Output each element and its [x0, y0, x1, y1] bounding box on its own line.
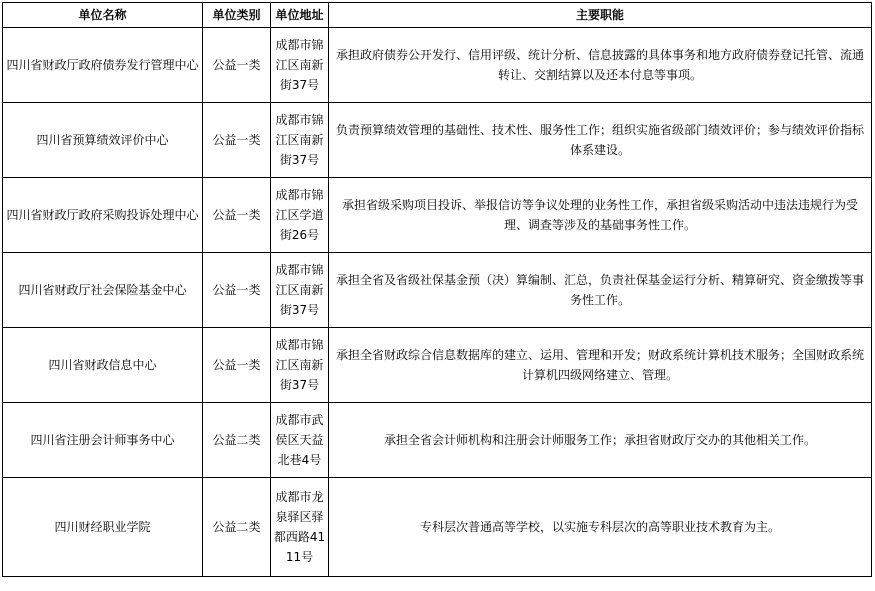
header-unit-name: 单位名称 — [3, 3, 203, 28]
unit-address-cell: 成都市锦江区南新街37号 — [271, 103, 329, 178]
header-unit-address: 单位地址 — [271, 3, 329, 28]
table-header — [3, 3, 872, 28]
unit-duties-cell: 承担省级采购项目投诉、举报信访等争议处理的业务性工作，承担省级采购活动中违法违规行为受理、调查等涉及的基础事务性工作。 — [329, 178, 872, 253]
table-row — [3, 103, 872, 178]
unit-name-cell: 四川省财政信息中心 — [3, 328, 203, 403]
table-body — [3, 28, 872, 577]
unit-name-cell: 四川省财政厅政府债券发行管理中心 — [3, 28, 203, 103]
unit-category-cell: 公益一类 — [203, 103, 271, 178]
table-row — [3, 28, 872, 103]
unit-category-cell: 公益一类 — [203, 28, 271, 103]
unit-category-cell: 公益一类 — [203, 253, 271, 328]
unit-name-cell: 四川省财政厅政府采购投诉处理中心 — [3, 178, 203, 253]
unit-category-cell: 公益二类 — [203, 403, 271, 478]
table-row — [3, 478, 872, 577]
unit-address-cell: 成都市锦江区南新街37号 — [271, 328, 329, 403]
unit-duties-cell: 负责预算绩效管理的基础性、技术性、服务性工作；组织实施省级部门绩效评价；参与绩效评价指标体系建设。 — [329, 103, 872, 178]
unit-address-cell: 成都市龙泉驿区驿都西路4111号 — [271, 478, 329, 577]
unit-address-cell: 成都市武侯区天益北巷4号 — [271, 403, 329, 478]
units-table — [2, 2, 872, 577]
unit-category-cell: 公益一类 — [203, 178, 271, 253]
table-row — [3, 253, 872, 328]
unit-address-cell: 成都市锦江区南新街37号 — [271, 253, 329, 328]
unit-duties-cell: 承担全省及省级社保基金预（决）算编制、汇总，负责社保基金运行分析、精算研究、资金缴拨等事务性工作。 — [329, 253, 872, 328]
table-row — [3, 328, 872, 403]
table-row — [3, 403, 872, 478]
unit-name-cell: 四川财经职业学院 — [3, 478, 203, 577]
table-row — [3, 178, 872, 253]
unit-name-cell: 四川省财政厅社会保险基金中心 — [3, 253, 203, 328]
unit-duties-cell: 承担政府债券公开发行、信用评级、统计分析、信息披露的具体事务和地方政府债券登记托管、流通转让、交割结算以及还本付息等事项。 — [329, 28, 872, 103]
header-row — [3, 3, 872, 28]
unit-category-cell: 公益一类 — [203, 328, 271, 403]
unit-address-cell: 成都市锦江区学道街26号 — [271, 178, 329, 253]
unit-name-cell: 四川省注册会计师事务中心 — [3, 403, 203, 478]
unit-name-cell: 四川省预算绩效评价中心 — [3, 103, 203, 178]
unit-category-cell: 公益二类 — [203, 478, 271, 577]
unit-duties-cell: 承担全省会计师机构和注册会计师服务工作；承担省财政厅交办的其他相关工作。 — [329, 403, 872, 478]
unit-address-cell: 成都市锦江区南新街37号 — [271, 28, 329, 103]
unit-duties-cell: 专科层次普通高等学校，以实施专科层次的高等职业技术教育为主。 — [329, 478, 872, 577]
header-main-duties: 主要职能 — [329, 3, 872, 28]
header-unit-category: 单位类别 — [203, 3, 271, 28]
unit-duties-cell: 承担全省财政综合信息数据库的建立、运用、管理和开发；财政系统计算机技术服务；全国财政系统计算机四级网络建立、管理。 — [329, 328, 872, 403]
